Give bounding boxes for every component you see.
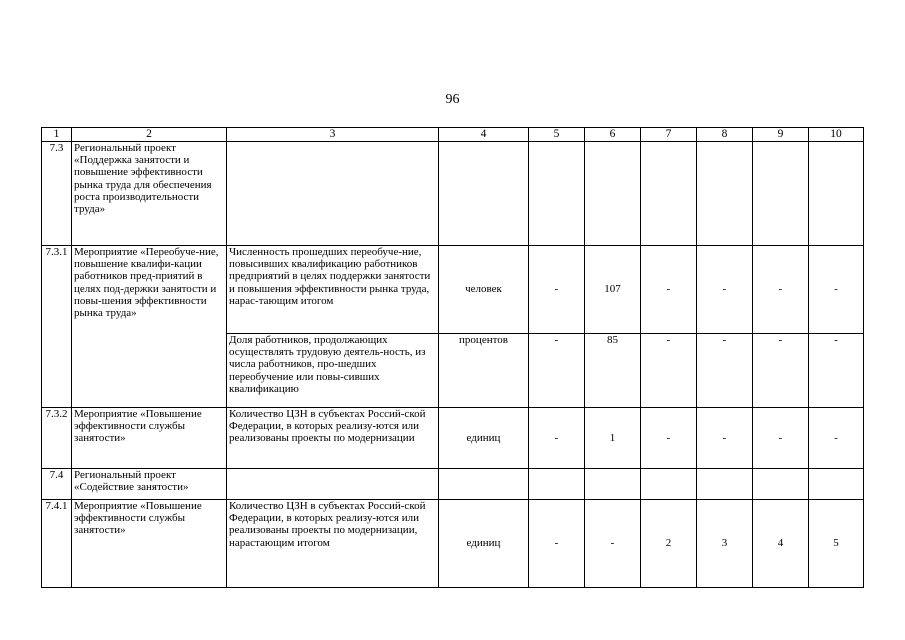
value-cell: - bbox=[697, 246, 753, 334]
indicator-cell: Численность прошедших переобуче-ние, повысивших квалификацию работников предприятий в целях поддержки занятости и повышения эффективности рынка труда, нарас-тающим итогом bbox=[227, 246, 439, 334]
value-cell bbox=[585, 142, 641, 246]
value-cell bbox=[641, 142, 697, 246]
value-cell bbox=[529, 469, 585, 500]
unit-cell: единиц bbox=[439, 500, 529, 588]
value-cell: - bbox=[753, 334, 809, 408]
value-cell: - bbox=[529, 246, 585, 334]
table-row bbox=[42, 408, 864, 469]
header-cell: 4 bbox=[439, 128, 529, 142]
header-cell: 10 bbox=[809, 128, 864, 142]
value-cell bbox=[585, 469, 641, 500]
value-cell: 107 bbox=[585, 246, 641, 334]
value-cell: - bbox=[753, 408, 809, 469]
indicator-cell: Количество ЦЗН в субъектах Россий-ской Федерации, в которых реализу-ются или реализованы проекты по модернизации bbox=[227, 408, 439, 469]
value-cell bbox=[641, 469, 697, 500]
row-name: Региональный проект «Содействие занятости» bbox=[72, 469, 227, 500]
value-cell: - bbox=[529, 408, 585, 469]
value-cell: - bbox=[585, 500, 641, 588]
value-cell: 2 bbox=[641, 500, 697, 588]
value-cell: - bbox=[809, 408, 864, 469]
row-number: 7.4.1 bbox=[42, 500, 72, 588]
header-cell: 2 bbox=[72, 128, 227, 142]
row-name: Региональный проект «Поддержка занятости и повышение эффективности рынка труда для обеспечения роста производительности труда» bbox=[72, 142, 227, 246]
header-cell: 8 bbox=[697, 128, 753, 142]
value-cell bbox=[753, 469, 809, 500]
unit-cell: единиц bbox=[439, 408, 529, 469]
value-cell bbox=[697, 469, 753, 500]
header-cell: 5 bbox=[529, 128, 585, 142]
row-number: 7.4 bbox=[42, 469, 72, 500]
value-cell: - bbox=[697, 408, 753, 469]
indicator-cell bbox=[227, 469, 439, 500]
value-cell: - bbox=[529, 334, 585, 408]
header-cell: 6 bbox=[585, 128, 641, 142]
value-cell: - bbox=[529, 500, 585, 588]
value-cell: 3 bbox=[697, 500, 753, 588]
value-cell bbox=[809, 469, 864, 500]
indicator-cell bbox=[227, 142, 439, 246]
row-number: 7.3.2 bbox=[42, 408, 72, 469]
row-number: 7.3 bbox=[42, 142, 72, 246]
value-cell: - bbox=[641, 334, 697, 408]
header-row bbox=[42, 128, 864, 142]
value-cell: - bbox=[753, 246, 809, 334]
page-number: 96 bbox=[445, 92, 460, 107]
row-name: Мероприятие «Переобуче-ние, повышение квалифи-кации работников пред-приятий в целях под-держки занятости и повы-шения эффективности рынка труда» bbox=[72, 246, 227, 408]
header-cell: 1 bbox=[42, 128, 72, 142]
indicators-table bbox=[41, 127, 864, 588]
row-name: Мероприятие «Повышение эффективности службы занятости» bbox=[72, 408, 227, 469]
header-cell: 3 bbox=[227, 128, 439, 142]
value-cell: 5 bbox=[809, 500, 864, 588]
indicator-cell: Количество ЦЗН в субъектах Россий-ской Федерации, в которых реализу-ются или реализованы проекты по модернизации, нарастающим итогом bbox=[227, 500, 439, 588]
table-row bbox=[42, 500, 864, 588]
value-cell: 85 bbox=[585, 334, 641, 408]
unit-cell bbox=[439, 142, 529, 246]
header-cell: 9 bbox=[753, 128, 809, 142]
value-cell bbox=[809, 142, 864, 246]
value-cell: - bbox=[809, 334, 864, 408]
unit-cell bbox=[439, 469, 529, 500]
value-cell: - bbox=[641, 408, 697, 469]
table-row bbox=[42, 142, 864, 246]
unit-cell: человек bbox=[439, 246, 529, 334]
value-cell: 4 bbox=[753, 500, 809, 588]
row-number: 7.3.1 bbox=[42, 246, 72, 408]
table-row bbox=[42, 246, 864, 334]
value-cell: - bbox=[697, 334, 753, 408]
value-cell bbox=[529, 142, 585, 246]
value-cell bbox=[753, 142, 809, 246]
value-cell bbox=[697, 142, 753, 246]
row-name: Мероприятие «Повышение эффективности службы занятости» bbox=[72, 500, 227, 588]
header-cell: 7 bbox=[641, 128, 697, 142]
indicator-cell: Доля работников, продолжающих осуществлять трудовую деятель-ность, из числа работников, про-шедших переобучение или повы-сивших квалификацию bbox=[227, 334, 439, 408]
value-cell: - bbox=[641, 246, 697, 334]
unit-cell: процентов bbox=[439, 334, 529, 408]
table-row bbox=[42, 469, 864, 500]
value-cell: - bbox=[809, 246, 864, 334]
value-cell: 1 bbox=[585, 408, 641, 469]
